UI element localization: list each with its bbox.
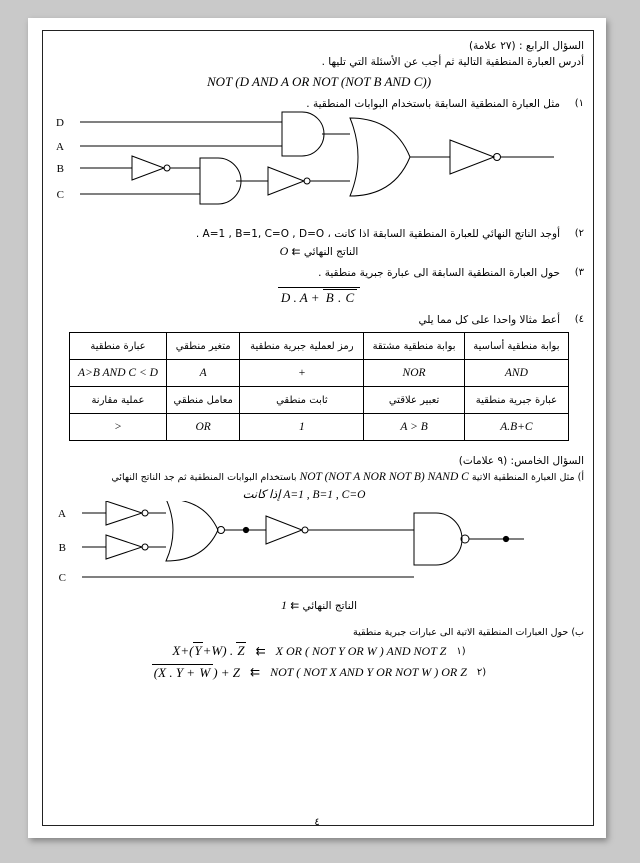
table-header-row xyxy=(70,333,569,360)
conversion-2-part-c: W xyxy=(199,665,211,680)
conversion-1-english: X OR ( NOT Y OR W ) AND NOT Z xyxy=(275,643,447,658)
table-row xyxy=(70,360,569,387)
q4-item-1-number: ١) xyxy=(574,98,584,109)
conversion-2-part-b: X . Y + xyxy=(158,665,199,680)
conversion-2-number: ٢) xyxy=(476,667,487,678)
question-4-title: السؤال الرابع : (٢٧ علامة) xyxy=(469,40,584,52)
q5-item-a-number: أ) xyxy=(577,472,584,483)
conversion-2-english: NOT ( NOT X AND Y OR NOT W ) OR Z xyxy=(270,665,467,679)
conversion-2-part-a: ( xyxy=(153,665,159,680)
conversion-row-1 xyxy=(54,643,584,659)
circuit-label-b2: B xyxy=(58,542,66,554)
q5-item-a-text-left: باستخدام البوابات المنطقية ثم جد الناتج النهائي xyxy=(111,472,297,483)
q4-boolean-c: C xyxy=(345,290,355,305)
q4-item-3-number: ٣) xyxy=(574,267,584,278)
q4-item-1-text: مثل العبارة المنطقية السابقة باستخدام البوابات المنطقية . xyxy=(306,98,560,110)
table-cell-r0-c0: AND xyxy=(464,360,568,387)
table-cell-r2-c0: A.B+C xyxy=(464,414,568,441)
q4-item-4 xyxy=(54,314,584,326)
q4-boolean-expression xyxy=(54,287,584,306)
conversion-2-boolean xyxy=(152,664,240,681)
q4-item-2-number: ٢) xyxy=(574,228,584,239)
table-cell-r1-c4: عملية مقارنة xyxy=(70,387,167,414)
table-header-cell-4: عبارة منطقية xyxy=(70,333,167,360)
conversion-2-arrow: ⇇ xyxy=(250,665,261,679)
table-cell-r1-c1: تعبير علاقتي xyxy=(364,387,464,414)
q5-item-a-text-right: مثل العبارة المنطقية الاتية xyxy=(471,472,575,483)
circuit-label-a: A xyxy=(56,141,64,153)
q5-final-result-value: 1 xyxy=(280,598,287,612)
q5-final-result-label: الناتج النهائي xyxy=(302,600,358,612)
q5-final-result xyxy=(54,598,584,613)
conversion-1-number: ١) xyxy=(456,645,466,657)
conversion-1-boolean xyxy=(172,643,245,659)
q4-item-2-text: أوجد الناتج النهائي للعبارة المنطقية السابقة اذا كانت ، A=1 , B=1, C=O , D=O . xyxy=(195,228,560,240)
q5-item-b-number: ب) xyxy=(571,627,584,638)
table-cell-r0-c2: + xyxy=(240,360,364,387)
q4-boolean-left: D . A xyxy=(280,290,308,305)
table-row xyxy=(70,387,569,414)
examples-table xyxy=(69,332,569,441)
table-header-cell-0: بوابة منطقية أساسية xyxy=(464,333,568,360)
table-row xyxy=(70,414,569,441)
table-header-cell-3: متغير منطقي xyxy=(166,333,239,360)
q4-boolean-right: B . C xyxy=(323,289,357,306)
circuit-label-a2: A xyxy=(58,508,66,520)
conversion-2-part-d: ) + Z xyxy=(213,665,241,680)
conversion-1-arrow: ⇇ xyxy=(255,643,266,658)
circuit-label-c: C xyxy=(56,189,64,201)
question-4-intro: أدرس العبارة المنطقية التالية ثم أجب عن الأسئلة التي تليها . xyxy=(321,56,584,68)
q5-item-b xyxy=(54,627,584,638)
q4-item-1 xyxy=(54,98,584,110)
conversion-1-part-a: X+( xyxy=(172,643,194,658)
page-number: ٤ xyxy=(314,817,320,828)
table-cell-r2-c4: < xyxy=(70,414,167,441)
question-4-expression: NOT (D AND A OR NOT (NOT B AND C)) xyxy=(206,74,432,89)
table-cell-r2-c1: A > B xyxy=(364,414,464,441)
q4-final-result-value: O xyxy=(279,244,289,258)
q4-circuit-diagram xyxy=(54,110,584,220)
q4-final-result-label: الناتج النهائي xyxy=(303,246,359,258)
page-content xyxy=(54,40,584,818)
q5-circuit-diagram xyxy=(54,501,584,596)
table-cell-r0-c1: NOR xyxy=(364,360,464,387)
table-cell-r0-c3: A xyxy=(166,360,239,387)
q5-item-a xyxy=(54,471,584,483)
table-cell-r0-c4: A>B AND C < D xyxy=(70,360,167,387)
q4-item-3 xyxy=(54,267,584,279)
q5-item-b-text: حول العبارات المنطقية الاتية الى عبارات جبرية منطقية xyxy=(353,627,569,638)
table-cell-r1-c2: ثابت منطقي xyxy=(240,387,364,414)
q5-item-a-expression: NOT (NOT A NOR NOT B) NAND C xyxy=(299,471,469,483)
q4-item-3-text: حول العبارة المنطقية السابقة الى عبارة جبرية منطقية . xyxy=(318,267,560,279)
table-cell-r2-c3: OR xyxy=(166,414,239,441)
table-header-cell-1: بوابة منطقية مشتقة xyxy=(364,333,464,360)
circuit-label-b: B xyxy=(56,163,64,175)
table-header-cell-2: رمز لعملية جبرية منطقية xyxy=(240,333,364,360)
conversion-1-part-c: +W) . xyxy=(202,643,237,658)
q4-item-4-number: ٤) xyxy=(574,314,584,325)
circuit-label-c2: C xyxy=(58,572,66,584)
q4-boolean-plus: + xyxy=(310,290,320,305)
conversion-row-2 xyxy=(54,664,584,681)
document-page xyxy=(28,18,606,838)
q5-condition: إذا كانت A=1 , B=1 , C=O xyxy=(242,489,366,501)
question-5-title: السؤال الخامس: (٩ علامات) xyxy=(458,455,584,467)
table-cell-r1-c0: عبارة جبرية منطقية xyxy=(464,387,568,414)
conversion-2-overline-group xyxy=(152,664,213,681)
circuit-label-d: D xyxy=(56,117,64,129)
q4-boolean-b: B xyxy=(325,290,334,305)
conversion-1-part-b: Y xyxy=(194,643,202,658)
q4-item-4-text: أعط مثالا واحدا على كل مما يلي xyxy=(418,314,560,326)
table-cell-r2-c2: 1 xyxy=(240,414,364,441)
q4-final-result-arrow: ⇇ xyxy=(291,246,301,258)
q5-final-result-arrow: ⇇ xyxy=(290,600,300,612)
table-cell-r1-c3: معامل منطقي xyxy=(166,387,239,414)
q4-item-2 xyxy=(54,228,584,240)
conversion-1-part-d: Z xyxy=(237,643,245,658)
q4-final-result xyxy=(54,244,584,259)
